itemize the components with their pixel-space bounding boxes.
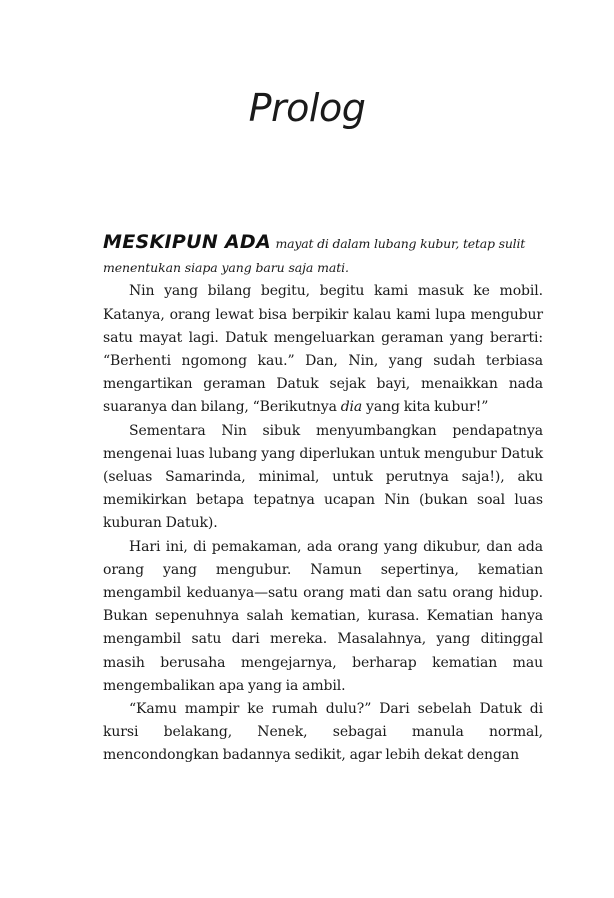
- paragraph-3: Hari ini, di pemakaman, ada orang yang dikubur, dan ada orang yang mengubur. Namun sepertinya, kematian mengambil keduanya—satu orang mati dan satu orang hidup. Bukan sepenuhnya salah kematian, kurasa. Kematian hanya mengambil satu dari mereka. Masalahnya, yang ditinggal masih berusaha mengejarnya, berharap kematian mau mengembalikan apa yang ia ambil.: [103, 538, 543, 694]
- paragraph-4: “Kamu mampir ke rumah dulu?” Dari sebelah Datuk di kursi belakang, Nenek, sebagai manula normal, mencondongkan badannya sedikit, agar lebih dekat dengan: [103, 701, 543, 764]
- opening-line-2: menentukan siapa yang baru saja mati.: [103, 260, 349, 276]
- paragraph-1-end: yang kita kubur!”: [362, 399, 489, 416]
- opening-paragraph: [103, 231, 543, 279]
- paragraph-2: Sementara Nin sibuk menyumbangkan pendapatnya mengenai luas lubang yang diperlukan untuk mengubur Datuk (seluas Samarinda, minimal, untuk perutnya saja!), aku memikirkan betapa tepatnya ucapan Nin (bukan soal luas kuburan Datuk).: [103, 422, 543, 532]
- paragraph-1-text: Nin yang bilang begitu, begitu kami masuk ke mobil. Katanya, orang lewat bisa berpikir kalau kami lupa mengubur satu mayat lagi. Datuk mengeluarkan geraman yang berarti: “Berhenti ngomong kau.” Dan, Nin, yang sudah terbiasa mengartikan geraman Datuk sejak bayi, menaikkan nada suaranya dan bilang, “Berikutnya: [103, 283, 543, 416]
- chapter-title: Prolog: [248, 86, 366, 130]
- opening-line-1: mayat di dalam lubang kubur, tetap sulit: [275, 236, 526, 251]
- opening-lead-caps: MESKIPUN ADA: [103, 231, 272, 253]
- paragraph-1: [103, 280, 543, 419]
- paragraph-1-emphasis: dia: [340, 399, 363, 416]
- body-text: [103, 231, 543, 768]
